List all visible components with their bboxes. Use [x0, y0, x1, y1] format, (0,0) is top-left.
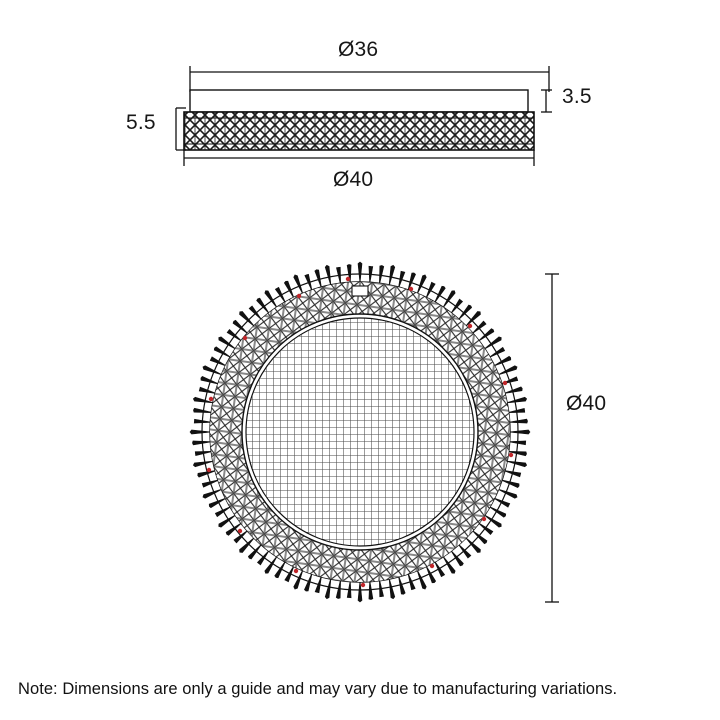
dim-bracket-right-3-5: [541, 90, 552, 112]
label-plan-diameter: Ø40: [566, 392, 607, 415]
label-top-diameter: Ø36: [338, 38, 379, 61]
plan-top-bracket: [352, 286, 368, 296]
label-total-height: 5.5: [126, 111, 156, 134]
elevation-crystal-band: [184, 112, 534, 150]
note-text: Note: Dimensions are only a guide and may vary due to manufacturing variations.: [18, 680, 618, 698]
plan-mesh-diffuser: [246, 318, 474, 546]
elevation-upper-band: [190, 90, 528, 112]
dim-line-bottom-40: [184, 150, 534, 166]
dim-line-top-36: [190, 66, 549, 92]
dim-line-plan-40: [545, 274, 559, 602]
label-body-height: 3.5: [562, 85, 592, 108]
label-elevation-diameter: Ø40: [333, 168, 374, 191]
